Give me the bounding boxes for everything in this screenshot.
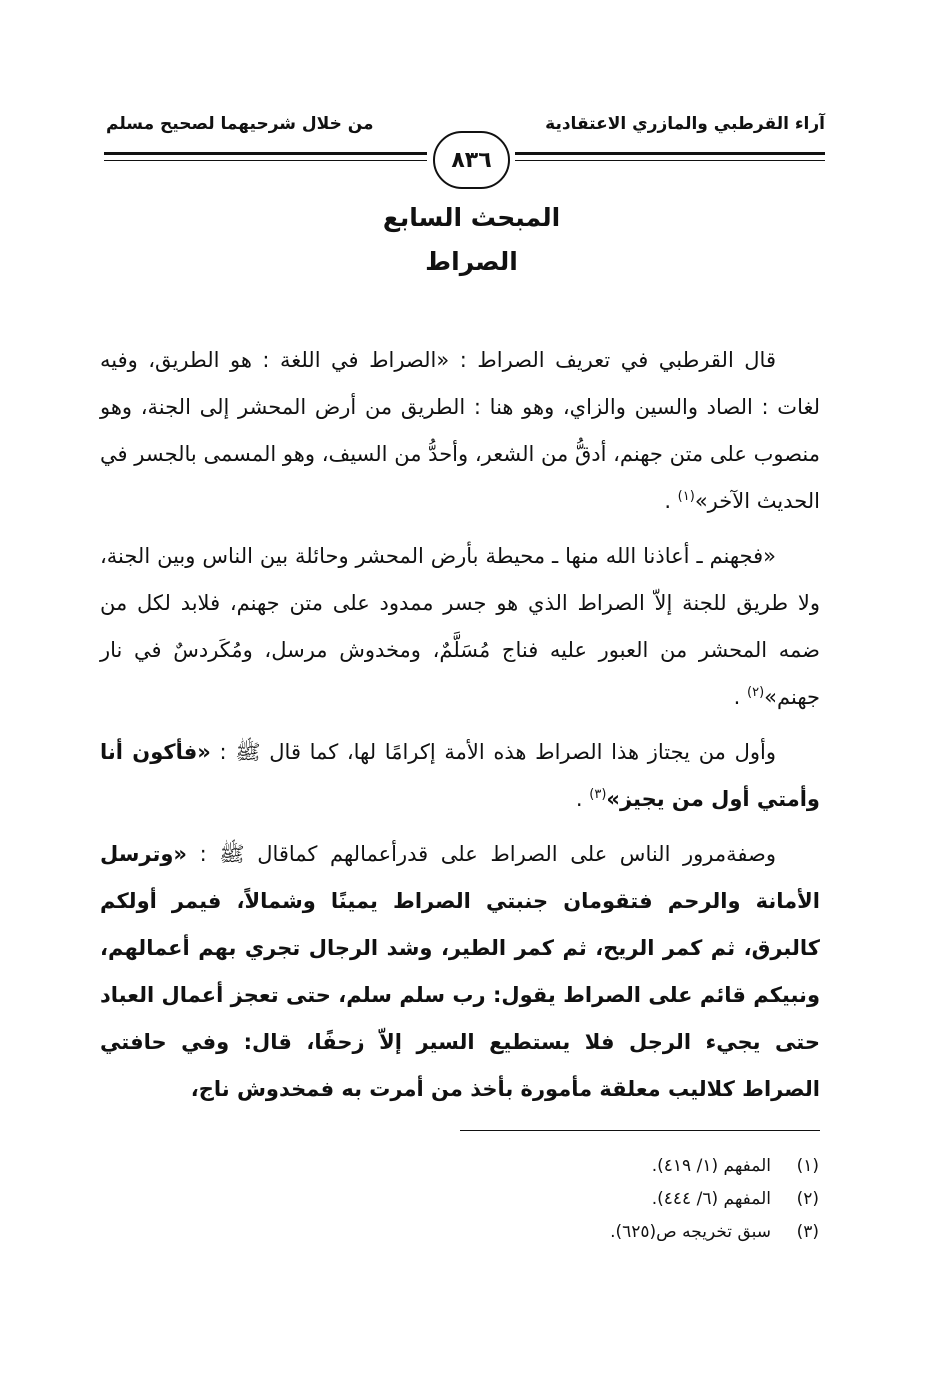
- footnote-number: (٢): [796, 1189, 819, 1209]
- header-rule-left: [104, 152, 427, 155]
- paragraph-1-text: قال القرطبي في تعريف الصراط : «الصراط في اللغة : هو الطريق، وفيه لغات : الصاد والسين والزاي، وهو هنا : الطريق من أرض المحشر إلى الجنة، وهو منصوب على متن جهنم، أدقُّ من الشعر، وأحدُّ من السيف، وهو المسمى بالجسر في الحديث الآخر»: [100, 348, 820, 513]
- header-rule-right: [515, 152, 825, 155]
- footnote-ref-3: (٣): [589, 787, 607, 802]
- paragraph-1: قال القرطبي في تعريف الصراط : «الصراط في اللغة : هو الطريق، وفيه لغات : الصاد والسين والزاي، وهو هنا : الطريق من أرض المحشر إلى الجنة، وهو منصوب على متن جهنم، أدقُّ من الشعر، وأحدُّ من السيف، وهو المسمى بالجسر في الحديث الآخر»$^{(١)}$ .: [100, 348, 820, 513]
- footnote-item: [610, 1183, 819, 1216]
- footnote-text: المفهم (١/ ٤١٩).: [651, 1156, 771, 1176]
- header-rule-left-thin: [104, 160, 427, 161]
- paragraph-3: وأول من يجتاز هذا الصراط هذه الأمة إكرامًا لها، كما قال ﷺ : «فأكون أنا وأمتي أول من يجيز»$^{(٣)}$ .: [100, 740, 820, 811]
- paragraph-4-text: وصفةمرور الناس على الصراط على قدرأعمالهم كماقال ﷺ :: [199, 842, 776, 866]
- section-subtitle: الصراط: [425, 247, 518, 276]
- body-text: [100, 337, 820, 1121]
- hadith-quote-1: «فأكون أنا وأمتي أول من يجيز»: [100, 740, 820, 811]
- footnote-separator: [460, 1130, 820, 1131]
- header-rule-right-thin: [515, 160, 825, 161]
- running-header-left: من خلال شرحيهما لصحيح مسلم: [106, 114, 374, 134]
- footnotes: [610, 1150, 819, 1249]
- footnote-ref-1: (١): [677, 489, 695, 504]
- running-header-right: آراء القرطبي والمازري الاعتقادية: [545, 114, 825, 134]
- section-title: المبحث السابع: [382, 203, 561, 232]
- footnote-number: (١): [796, 1156, 819, 1176]
- footnote-number: (٣): [796, 1222, 819, 1242]
- footnote-ref-2: (٢): [747, 685, 765, 700]
- paragraph-2-text: «فجهنم ـ أعاذنا الله منها ـ محيطة بأرض المحشر وحائلة بين الناس وبين الجنة، ولا طريق للجنة إلاّ الصراط الذي هو جسر ممدود على متن جهنم، فلابد لكل من ضمه المحشر من العبور عليه فناج مُسَلَّمٌ، ومخدوش مرسل، ومُكَردسٌ في نار جهنم»: [100, 544, 820, 709]
- hadith-quote-2: «وترسل الأمانة والرحم فتقومان جنبتي الصراط يمينًا وشمالاً، فيمر أولكم كالبرق، ثم كمر الريح، ثم كمر الطير، وشد الرجال تجري بهم أعمالهم، ونبيكم قائم على الصراط يقول: رب سلم سلم، حتى تعجز أعمال العباد حتى يجيء الرجل فلا يستطيع السير إلاّ زحفًا، قال: وفي حافتي الصراط كلاليب معلقة مأمورة بأخذ من أمرت به فمخدوش ناج،: [100, 842, 820, 1101]
- paragraph-3-text: وأول من يجتاز هذا الصراط هذه الأمة إكرامًا لها، كما قال ﷺ :: [219, 740, 776, 764]
- footnote-item: [610, 1150, 819, 1183]
- footnote-text: المفهم (٦/ ٤٤٤).: [651, 1189, 771, 1209]
- paragraph-4: [100, 831, 820, 1113]
- page-number: ٨٣٦: [433, 131, 510, 189]
- paragraph-2: «فجهنم ـ أعاذنا الله منها ـ محيطة بأرض المحشر وحائلة بين الناس وبين الجنة، ولا طريق للجنة إلاّ الصراط الذي هو جسر ممدود على متن جهنم، فلابد لكل من ضمه المحشر من العبور عليه فناج مُسَلَّمٌ، ومخدوش مرسل، ومُكَردسٌ في نار جهنم»$^{(٢)}$ .: [100, 544, 820, 709]
- footnote-item: [610, 1216, 819, 1249]
- footnote-text: سبق تخريجه ص(٦٢٥).: [610, 1222, 771, 1242]
